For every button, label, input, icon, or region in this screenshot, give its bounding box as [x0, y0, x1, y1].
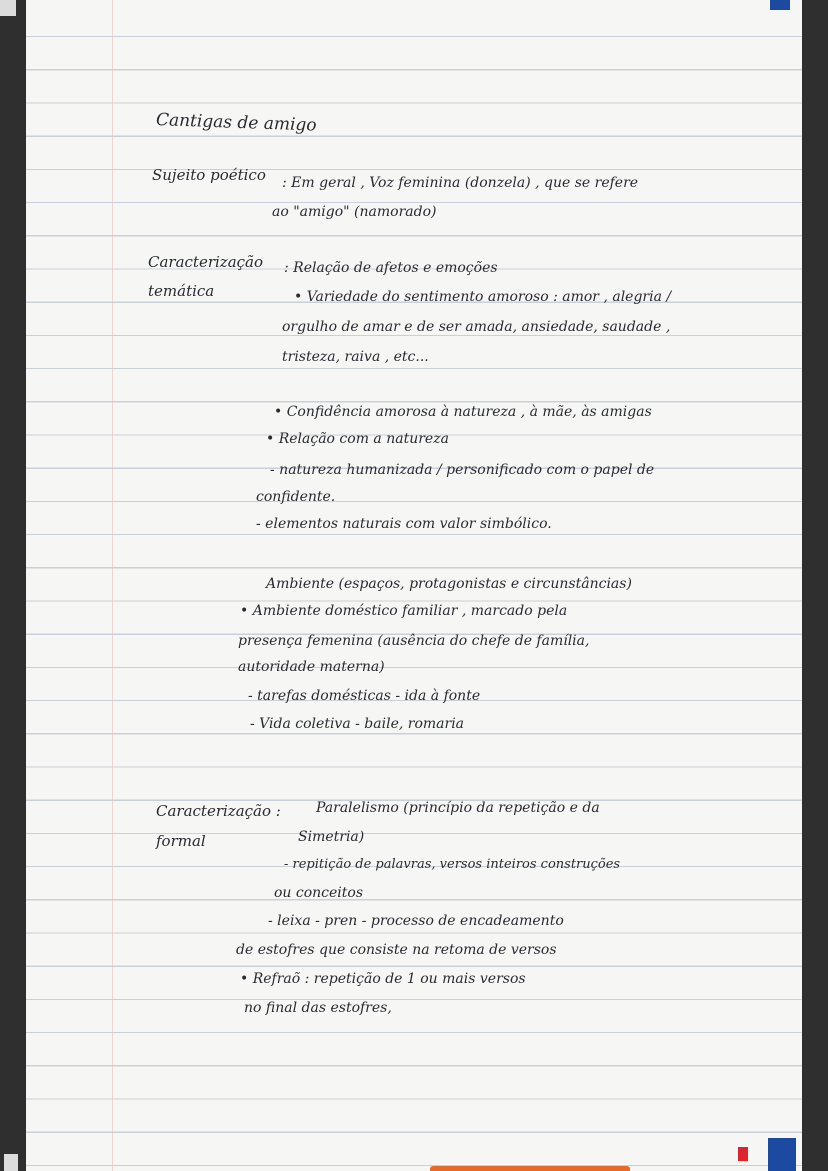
- corner-tab-top-left: [0, 0, 16, 16]
- corner-tab-bottom-left: [4, 1154, 18, 1171]
- blue-marker-top: [770, 0, 790, 10]
- tematica-line-9: - elementos naturais com valor simbólico.: [256, 516, 552, 532]
- page-title: Cantigas de amigo: [155, 110, 317, 136]
- tematica-line-1: : Relação de afetos e emoções: [284, 260, 498, 276]
- ambiente-line-3: presença femenina (ausência do chefe de família,: [238, 633, 590, 649]
- formal-line-7: • Refraõ : repetição de 1 ou mais versos: [240, 971, 526, 987]
- formal-line-2: Simetria): [298, 829, 365, 845]
- formal-line-4: ou conceitos: [274, 885, 364, 901]
- tematica-label-1: Caracterização: [148, 253, 264, 271]
- orange-edge: [430, 1166, 630, 1171]
- formal-label-1: Caracterização :: [156, 802, 281, 820]
- tematica-line-5: • Confidência amorosa à natureza , à mãe, às amigas: [274, 404, 652, 420]
- tematica-line-7: - natureza humanizada / personificado com o papel de: [270, 462, 655, 478]
- formal-label-2: formal: [156, 832, 206, 850]
- ambiente-line-6: - Vida coletiva - baile, romaria: [250, 716, 465, 732]
- formal-line-1: Paralelismo (princípio da repetição e da: [316, 800, 600, 816]
- red-marker: [738, 1147, 748, 1161]
- formal-line-6: de estofres que consiste na retoma de versos: [236, 942, 557, 958]
- tematica-label-2: temática: [148, 282, 215, 300]
- tematica-line-3: orgulho de amar e de ser amada, ansiedade, saudade ,: [282, 319, 671, 335]
- tematica-line-2: • Variedade do sentimento amoroso : amor , alegria /: [294, 289, 672, 305]
- formal-line-3: - repitição de palavras, versos inteiros construções: [284, 857, 621, 872]
- ambiente-line-5: - tarefas domésticas - ida à fonte: [248, 688, 481, 704]
- formal-line-5: - leixa - pren - processo de encadeamento: [268, 913, 564, 929]
- tematica-line-6: • Relação com a natureza: [266, 431, 449, 447]
- margin-line: [112, 0, 113, 1171]
- tematica-line-8: confidente.: [256, 489, 336, 505]
- sujeito-label: Sujeito poético: [152, 166, 266, 184]
- ambiente-line-4: autoridade materna): [238, 659, 385, 675]
- ambiente-line-2: • Ambiente doméstico familiar , marcado pela: [240, 603, 568, 619]
- blue-marker: [768, 1138, 796, 1171]
- ambiente-line-1: Ambiente (espaços, protagonistas e circunstâncias): [266, 576, 632, 592]
- tematica-line-4: tristeza, raiva , etc...: [282, 349, 429, 365]
- sujeito-line-2: ao "amigo" (namorado): [272, 204, 437, 220]
- formal-line-8: no final das estofres,: [244, 1000, 392, 1016]
- sujeito-line-1: : Em geral , Voz feminina (donzela) , que se refere: [282, 175, 639, 191]
